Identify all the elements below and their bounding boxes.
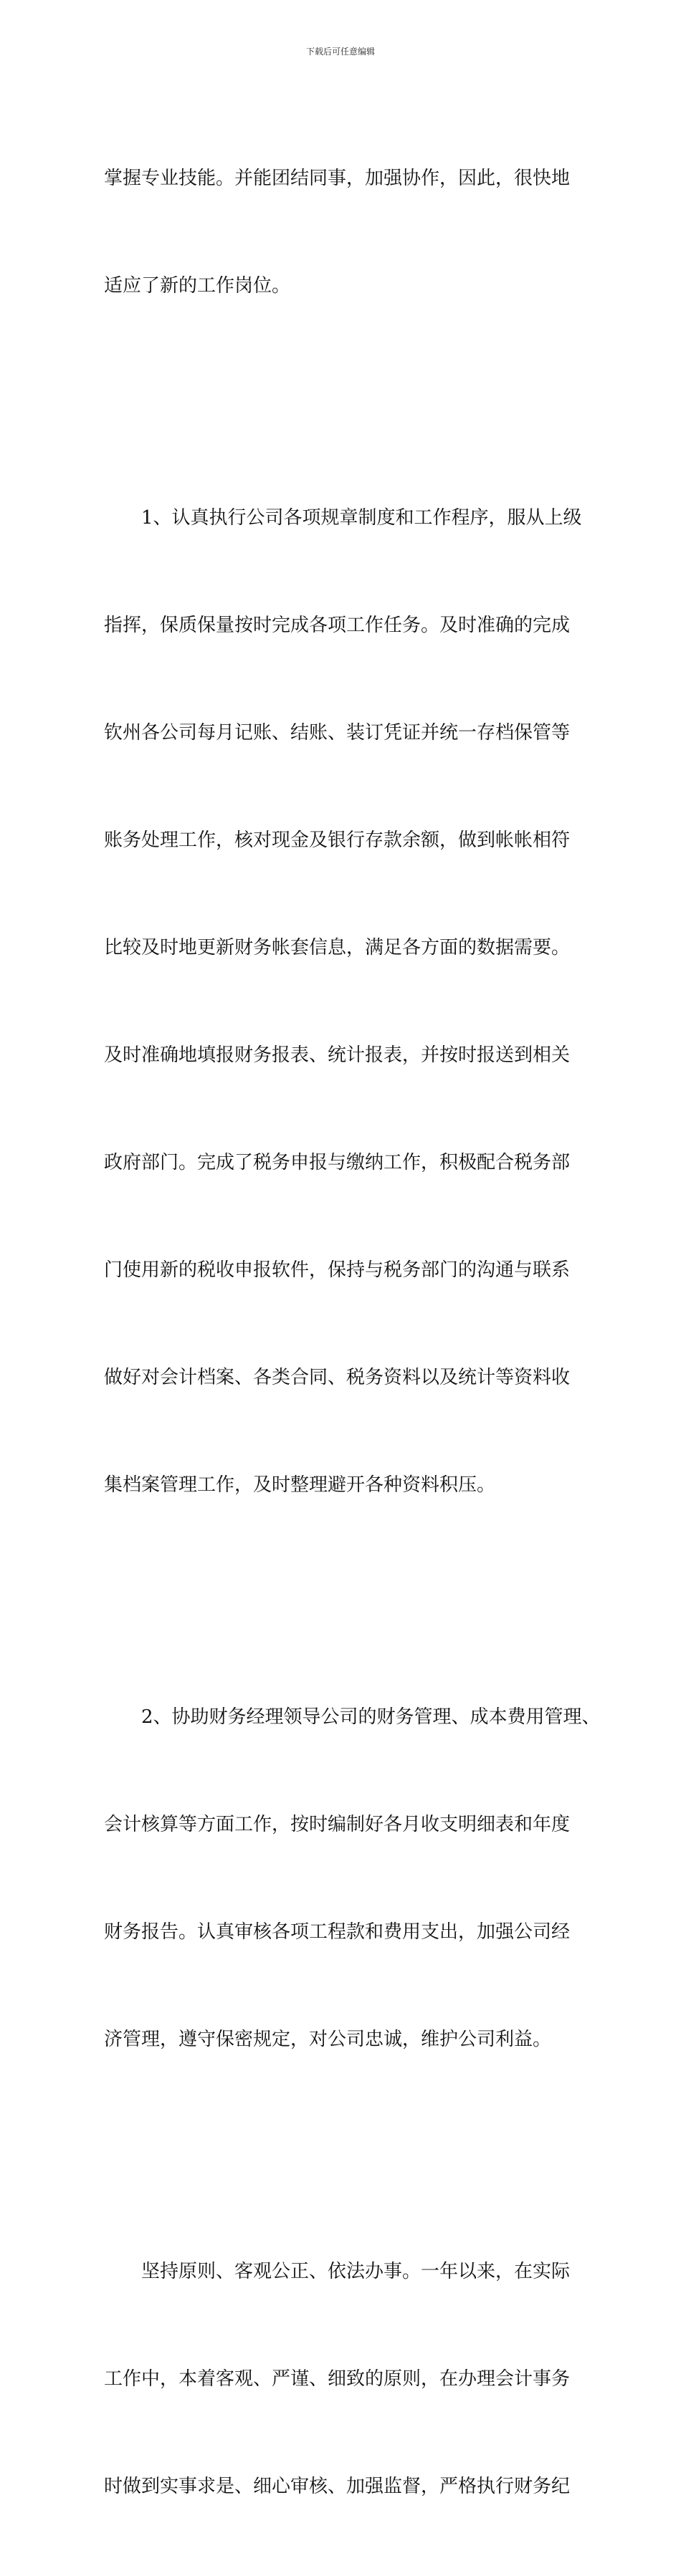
text-line: 工作中，本着客观、严谨、细致的原则，在办理会计事务 [104, 2368, 571, 2390]
text-line: 时做到实事求是、细心审核、加强监督，严格执行财务纪 [104, 2476, 571, 2497]
paragraph-gap [104, 1575, 584, 1628]
text-line: 政府部门。完成了税务申报与缴纳工作，积极配合税务部 [104, 1152, 571, 1173]
text-line: 账务处理工作，核对现金及银行存款余额，做到帐帐相符 [104, 830, 571, 851]
text-line: 财务报告。认真审核各项工程款和费用支出，加强公司经 [104, 1921, 571, 1943]
paragraph-gap [104, 2129, 584, 2182]
page-header-note: 下载后可任意编辑 [305, 47, 375, 57]
paragraph-gap [104, 375, 584, 428]
text-line: 做好对会计档案、各类合同、税务资料以及统计等资料收 [104, 1367, 571, 1388]
text-line: 比较及时地更新财务帐套信息，满足各方面的数据需要。 [104, 937, 571, 958]
text-line: 济管理，遵守保密规定，对公司忠诚，维护公司利益。 [104, 2029, 552, 2050]
paragraph-item-2 [104, 1628, 601, 2129]
paragraph-continuation [104, 89, 584, 375]
text-line: 门使用新的税收申报软件，保持与税务部门的沟通与联系 [104, 1259, 571, 1281]
text-line: 集档案管理工作，及时整理避开各种资料积压。 [104, 1474, 496, 1496]
text-line: 钦州各公司每月记账、结账、装订凭证并统一存档保管等 [104, 722, 571, 744]
text-line: 指挥，保质保量按时完成各项工作任务。及时准确的完成 [104, 615, 571, 636]
text-line: 坚持原则、客观公正、依法办事。一年以来，在实际 [141, 2261, 571, 2282]
text-line: 1、认真执行公司各项规章制度和工作程序，服从上级 [141, 507, 582, 529]
paragraph-principles [104, 2182, 584, 2576]
document-body [104, 89, 601, 2576]
text-line: 会计核算等方面工作，按时编制好各月收支明细表和年度 [104, 1814, 571, 1835]
paragraph-item-1 [104, 428, 584, 1575]
text-line: 2、协助财务经理领导公司的财务管理、成本费用管理、 [141, 1706, 601, 1728]
text-line: 适应了新的工作岗位。 [104, 275, 291, 297]
text-line: 及时准确地填报财务报表、统计报表，并按时报送到相关 [104, 1044, 571, 1066]
text-line: 掌握专业技能。并能团结同事，加强协作，因此，很快地 [104, 168, 571, 189]
